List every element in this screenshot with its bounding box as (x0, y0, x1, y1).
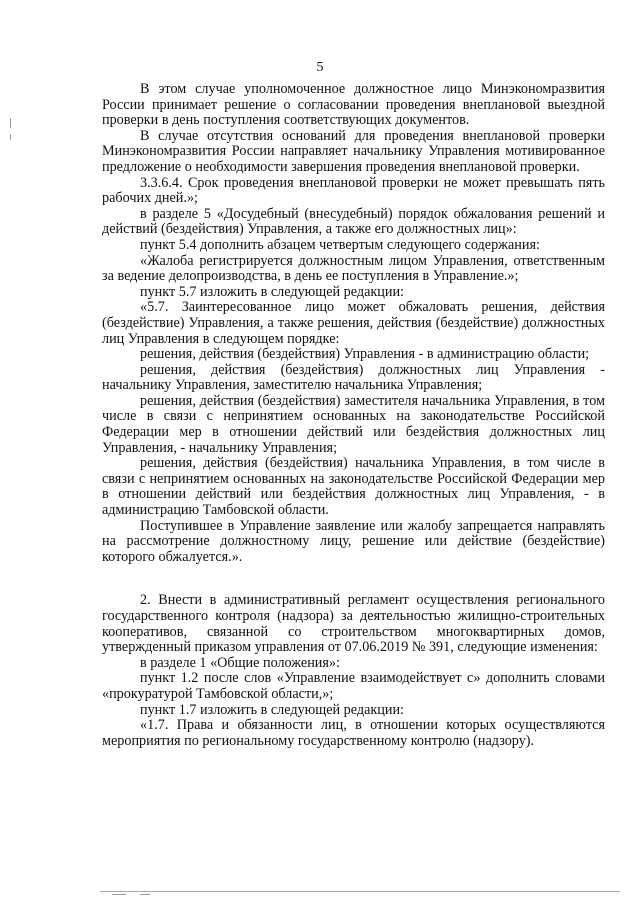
margin-mark (10, 118, 11, 128)
bottom-scan-line (100, 891, 620, 892)
paragraph: 2. Внести в административный регламент осуществления регионального государственного контроля (надзора) за деятельностью жилищно-строительных кооперативов, связанной со строительством многоквартирных домов, утвержденный приказом управления от 07.06.2019 № 391, следующие изменения: (102, 592, 605, 656)
paragraph: решения, действия (бездействия) должностных лиц Управления - начальнику Управления, заместителю начальника Управления; (102, 361, 605, 394)
paragraph: в разделе 1 «Общие положения»: (140, 654, 340, 671)
paragraph: Поступившее в Управление заявление или жалобу запрещается направлять на рассмотрение должностному лицу, решение или действие (бездействие) которого обжалуется.». (102, 517, 605, 565)
paragraph: пункт 5.7 изложить в следующей редакции: (140, 283, 404, 300)
bottom-scan-dash (140, 894, 150, 895)
paragraph: решения, действия (бездействия) заместителя начальника Управления, в том числе в связи с непринятием основанных на законодательстве Российской Федерации мер в отношении действий или бездействия должностных лиц Управления, - начальнику Управления; (102, 392, 605, 456)
paragraph: пункт 1.7 изложить в следующей редакции: (140, 701, 404, 718)
page-number: 5 (316, 60, 324, 75)
margin-mark (10, 134, 11, 140)
paragraph: «5.7. Заинтересованное лицо может обжаловать решения, действия (бездействие) Управления, а также решения, действия (бездействие) должностных лиц Управления в следующем порядке: (102, 299, 605, 347)
paragraph: В случае отсутствия оснований для проведения внеплановой проверки Минэкономразвития России направляет начальнику Управления мотивированное предложение о необходимости завершения проведения внеплановой проверки. (102, 127, 605, 175)
paragraph: «Жалоба регистрируется должностным лицом Управления, ответственным за ведение делопроизводства, в день ее поступления в Управление.»; (102, 252, 605, 285)
paragraph: 3.3.6.4. Срок проведения внеплановой проверки не может превышать пять рабочих дней.»; (102, 174, 605, 207)
paragraph: «1.7. Права и обязанности лиц, в отношении которых осуществляются мероприятия по региональному государственному контролю (надзору). (102, 717, 605, 749)
paragraph: пункт 1.2 после слов «Управление взаимодействует с» дополнить словами «прокуратурой Тамбовской области,»; (102, 670, 605, 702)
paragraph: в разделе 5 «Досудебный (внесудебный) порядок обжалования решений и действий (бездействия) Управления, а также его должностных лиц»: (102, 205, 605, 238)
paragraph: решения, действия (бездействия) начальника Управления, в том числе в связи с непринятием основанных на законодательстве Российской Федерации мер в отношении действий или бездействия должностных лиц Управления, - в администрацию Тамбовской области. (102, 455, 605, 519)
paragraph: пункт 5.4 дополнить абзацем четвертым следующего содержания: (140, 236, 540, 253)
paragraph: решения, действия (бездействия) Управления - в администрацию области; (140, 346, 590, 363)
paragraph: В этом случае уполномоченное должностное лицо Минэкономразвития России принимает решение о согласовании проведения внеплановой выездной проверки в день поступления соответствующих документов. (102, 81, 605, 129)
bottom-scan-dash (112, 894, 126, 895)
document-body (102, 82, 605, 749)
